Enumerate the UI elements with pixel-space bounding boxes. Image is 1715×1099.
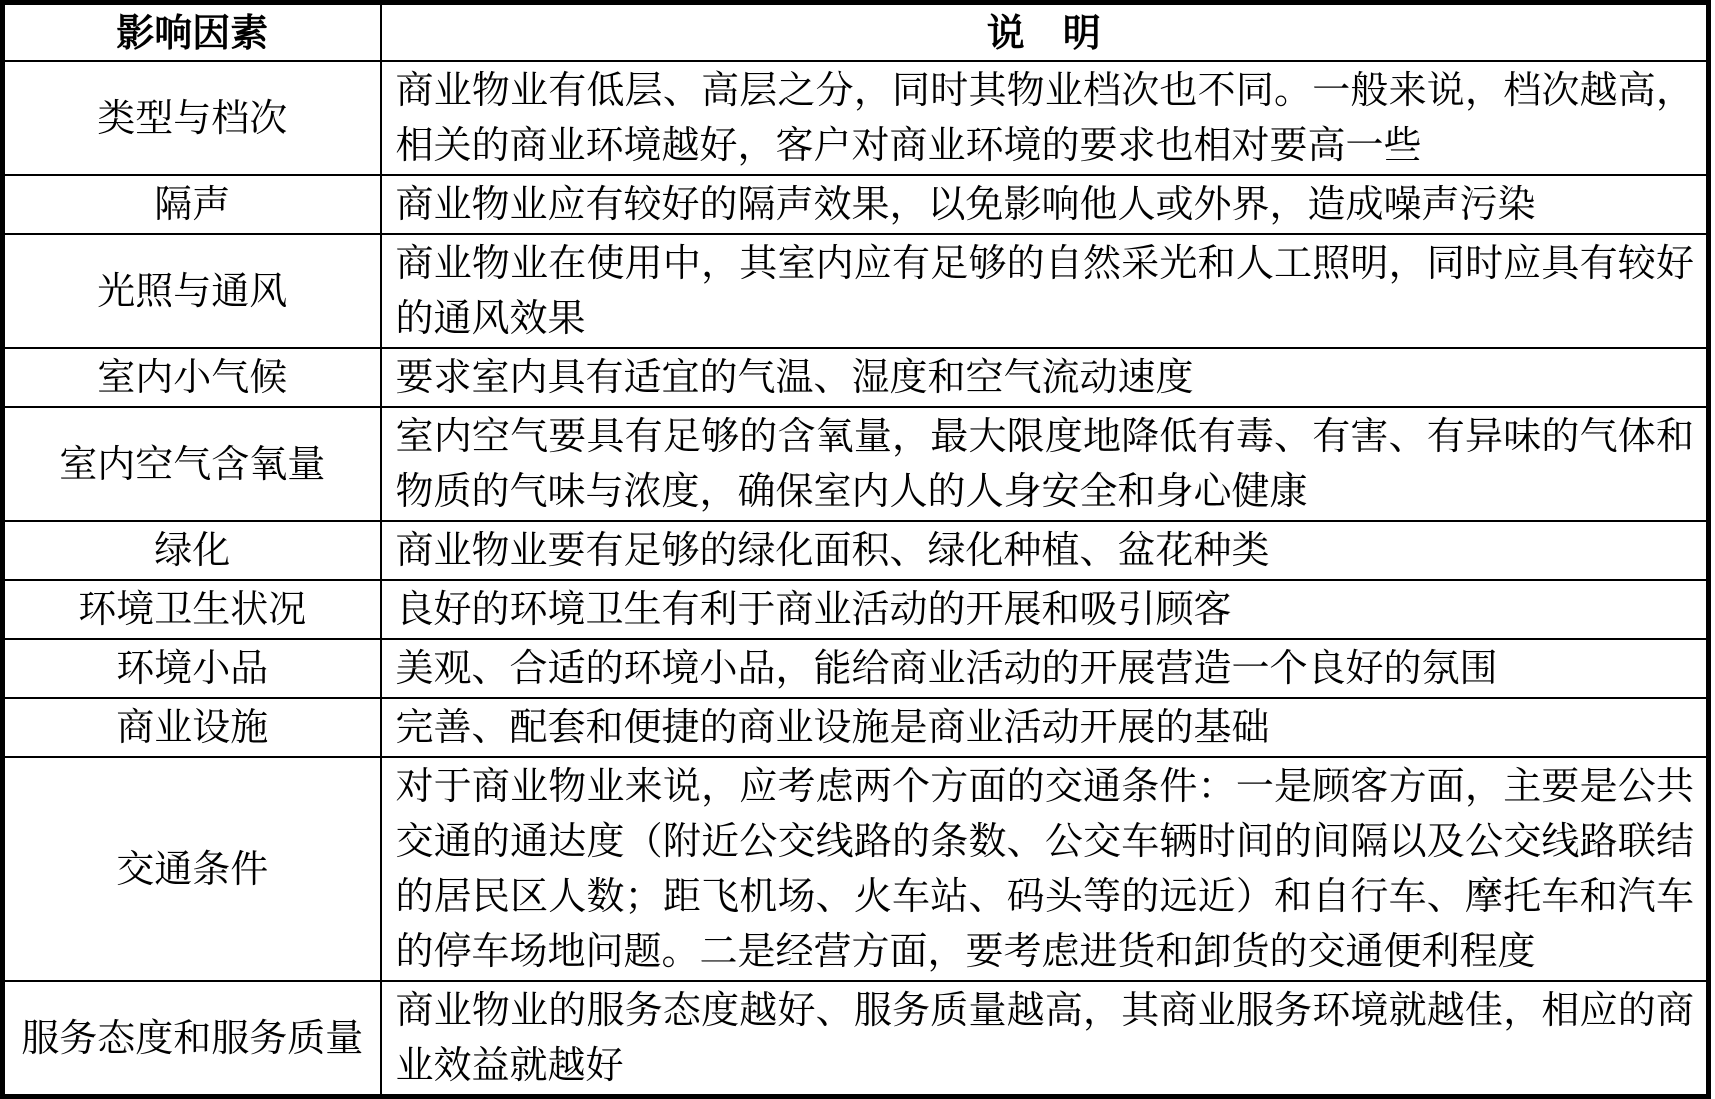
description-cell: 要求室内具有适宜的气温、湿度和空气流动速度 (381, 348, 1709, 407)
description-cell: 商业物业有低层、高层之分，同时其物业档次也不同。一般来说，档次越高，相关的商业环境越好，客户对商业环境的要求也相对要高一些 (381, 61, 1709, 175)
table-row (3, 580, 1709, 639)
header-description-column: 说 明 (381, 3, 1709, 62)
factor-cell: 商业设施 (3, 698, 381, 757)
description-cell: 良好的环境卫生有利于商业活动的开展和吸引顾客 (381, 580, 1709, 639)
table-row (3, 407, 1709, 521)
table-row (3, 981, 1709, 1097)
table-row (3, 61, 1709, 175)
factor-cell: 室内空气含氧量 (3, 407, 381, 521)
table-row (3, 698, 1709, 757)
table-row (3, 639, 1709, 698)
table-body (3, 61, 1709, 1097)
factor-cell: 服务态度和服务质量 (3, 981, 381, 1097)
factor-cell: 环境小品 (3, 639, 381, 698)
table-row (3, 757, 1709, 981)
factor-cell: 光照与通风 (3, 234, 381, 348)
factor-cell: 室内小气候 (3, 348, 381, 407)
description-cell: 商业物业应有较好的隔声效果，以免影响他人或外界，造成噪声污染 (381, 175, 1709, 234)
factor-cell: 类型与档次 (3, 61, 381, 175)
description-cell: 商业物业要有足够的绿化面积、绿化种植、盆花种类 (381, 521, 1709, 580)
factor-cell: 绿化 (3, 521, 381, 580)
table-header (3, 3, 1709, 62)
description-cell: 商业物业的服务态度越好、服务质量越高，其商业服务环境就越佳，相应的商业效益就越好 (381, 981, 1709, 1097)
factor-cell: 环境卫生状况 (3, 580, 381, 639)
table-row (3, 175, 1709, 234)
description-cell: 美观、合适的环境小品，能给商业活动的开展营造一个良好的氛围 (381, 639, 1709, 698)
description-cell: 室内空气要具有足够的含氧量，最大限度地降低有毒、有害、有异味的气体和物质的气味与浓度，确保室内人的人身安全和身心健康 (381, 407, 1709, 521)
header-row (3, 3, 1709, 62)
table-row (3, 521, 1709, 580)
description-cell: 完善、配套和便捷的商业设施是商业活动开展的基础 (381, 698, 1709, 757)
table-row (3, 234, 1709, 348)
description-cell: 对于商业物业来说，应考虑两个方面的交通条件：一是顾客方面，主要是公共交通的通达度（附近公交线路的条数、公交车辆时间的间隔以及公交线路联结的居民区人数；距飞机场、火车站、码头等的远近）和自行车、摩托车和汽车的停车场地问题。二是经营方面，要考虑进货和卸货的交通便利程度 (381, 757, 1709, 981)
table-row (3, 348, 1709, 407)
factor-cell: 交通条件 (3, 757, 381, 981)
header-factor-column: 影响因素 (3, 3, 381, 62)
description-cell: 商业物业在使用中，其室内应有足够的自然采光和人工照明，同时应具有较好的通风效果 (381, 234, 1709, 348)
factor-cell: 隔声 (3, 175, 381, 234)
